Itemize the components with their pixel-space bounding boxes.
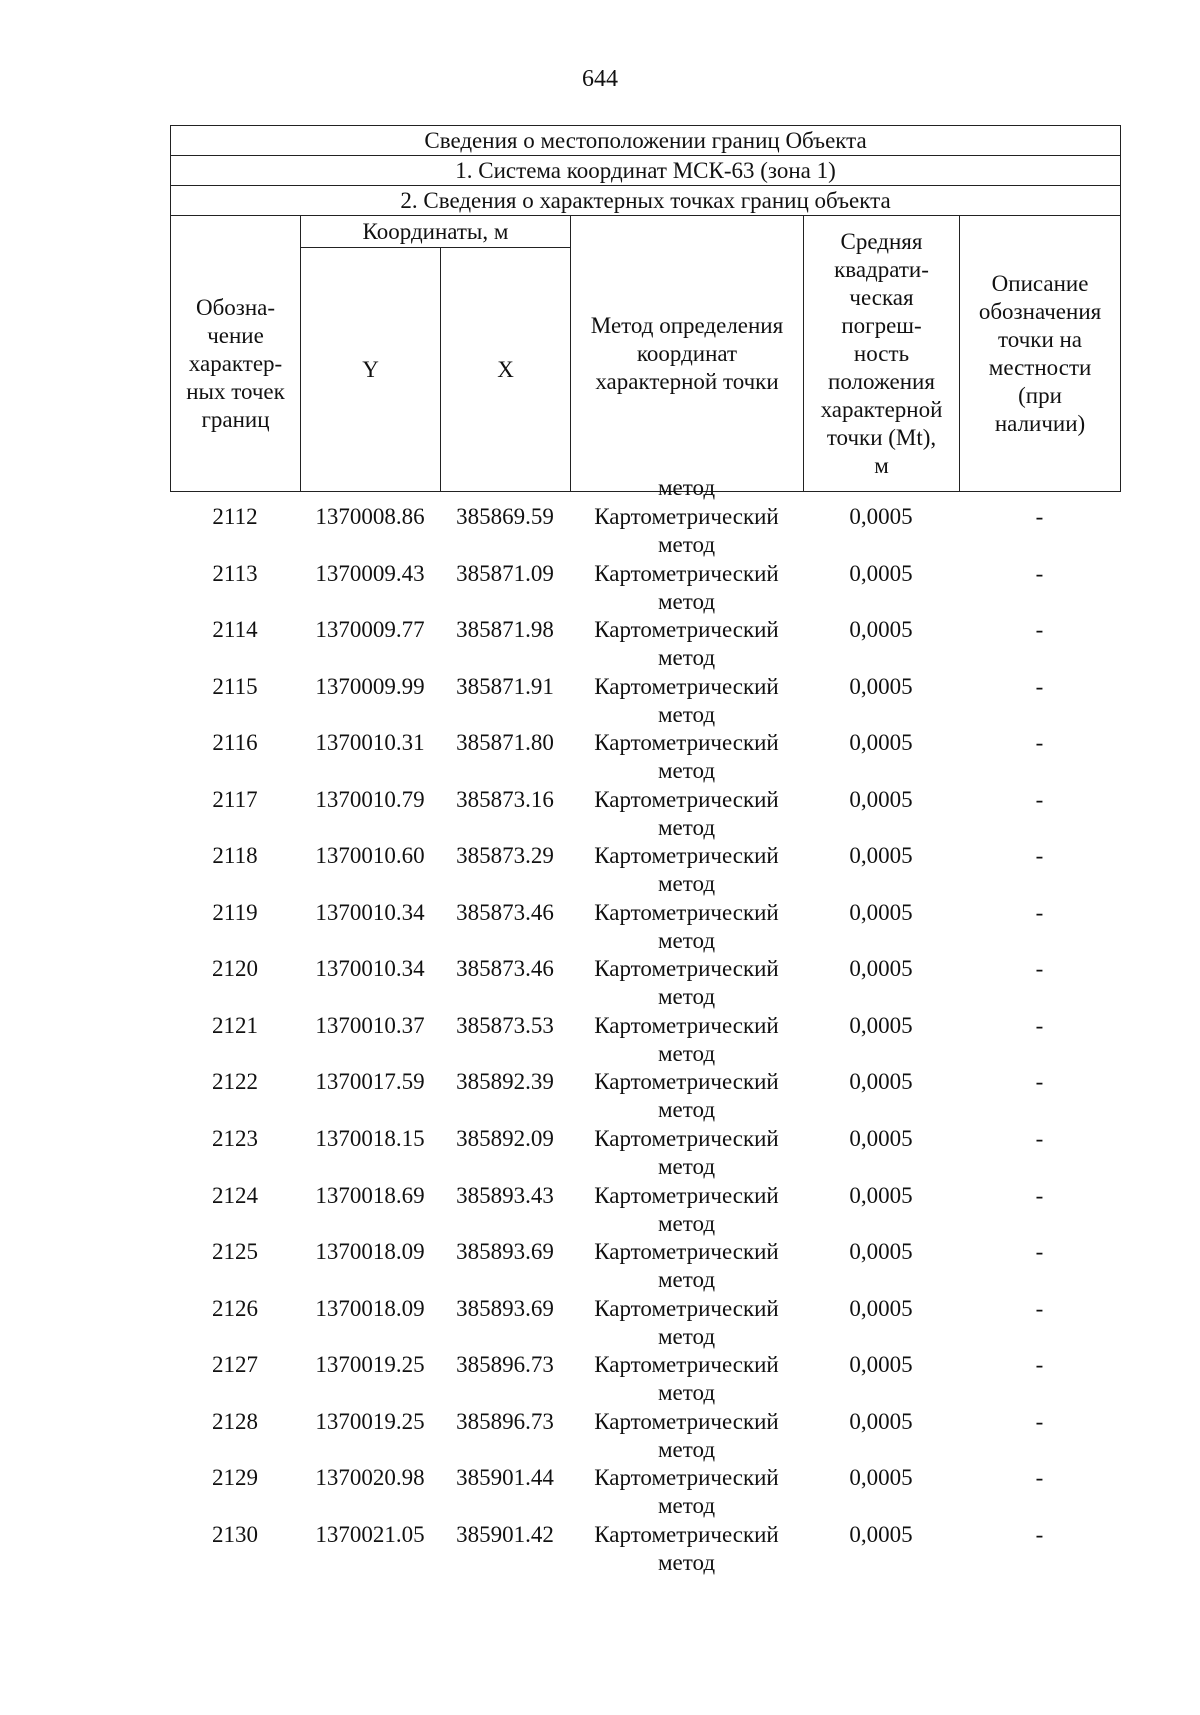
point-description: - — [1035, 1182, 1044, 1208]
coord-x: 385893.69 — [456, 1239, 554, 1265]
method-line: метод — [657, 927, 716, 953]
col-error-line: ческая — [849, 284, 914, 310]
col-description-line: обозначения — [978, 298, 1102, 324]
point-id: 2112 — [212, 504, 258, 529]
coord-x: 385901.44 — [456, 1465, 554, 1491]
coord-y: 1370018.09 — [315, 1239, 425, 1265]
method-line: метод — [657, 1210, 716, 1236]
method-line: метод — [657, 588, 716, 614]
method-line: метод — [657, 532, 716, 557]
point-description: - — [1035, 617, 1044, 643]
col-error-line: погреш- — [841, 312, 922, 338]
method-line: метод — [657, 701, 716, 727]
method — [570, 1125, 803, 1182]
point-id: 2126 — [212, 1295, 258, 1321]
coord-x: 385892.09 — [456, 1126, 554, 1152]
method — [570, 1182, 803, 1239]
mean-error: 0,0005 — [849, 617, 913, 643]
point-id: 2118 — [212, 843, 258, 869]
table-row — [170, 1182, 1120, 1239]
coord-y: 1370019.25 — [315, 1352, 425, 1378]
method — [570, 1238, 803, 1295]
method — [570, 503, 803, 560]
method-line: Картометрический — [594, 1126, 779, 1152]
method — [570, 1464, 803, 1521]
point-description: - — [1035, 899, 1044, 925]
method-line: метод — [657, 1380, 716, 1406]
method — [570, 1408, 803, 1465]
method — [570, 955, 803, 1012]
method-line: метод — [657, 1154, 716, 1180]
coord-x: 385873.46 — [456, 899, 554, 925]
table-row — [170, 1012, 1120, 1069]
method-line: метод — [657, 1323, 716, 1349]
col-designation-line: ных точек — [186, 378, 285, 404]
table-row — [170, 673, 1120, 730]
point-id: 2114 — [212, 617, 258, 643]
mean-error: 0,0005 — [849, 1352, 913, 1378]
col-coordinates-header: Координаты, м — [301, 216, 571, 248]
table-row — [170, 1464, 1120, 1521]
point-id: 2128 — [212, 1408, 258, 1434]
point-description: - — [1035, 1069, 1044, 1095]
method-line: Картометрический — [594, 1352, 779, 1378]
point-id: 2129 — [212, 1465, 258, 1491]
col-error-line: точки (Mt), — [826, 424, 937, 450]
coord-x: 385871.09 — [456, 560, 554, 586]
point-description: - — [1035, 673, 1044, 699]
coord-y: 1370010.34 — [315, 899, 425, 925]
coord-x: 385873.53 — [456, 1012, 554, 1038]
mean-error: 0,0005 — [849, 1069, 913, 1095]
point-description: - — [1035, 1408, 1044, 1434]
method — [570, 1521, 803, 1578]
method-line: Картометрический — [594, 786, 779, 812]
coordinate-system: 1. Система координат МСК-63 (зона 1) — [171, 156, 1121, 186]
table-row — [170, 1408, 1120, 1465]
point-description: - — [1035, 1352, 1044, 1378]
table-row — [170, 1068, 1120, 1125]
method-line: Картометрический — [594, 843, 779, 869]
mean-error: 0,0005 — [849, 1408, 913, 1434]
coord-x: 385901.42 — [456, 1521, 554, 1547]
point-description: - — [1035, 560, 1044, 586]
method-line: метод — [657, 1493, 716, 1519]
col-method-line: характерной точки — [595, 368, 779, 394]
point-id: 2125 — [212, 1239, 258, 1265]
method-line: Картометрический — [594, 1465, 779, 1491]
table-row — [170, 1295, 1120, 1352]
col-description-line: наличии) — [994, 410, 1086, 436]
col-error-line: ность — [853, 340, 910, 366]
coord-y: 1370021.05 — [315, 1521, 425, 1547]
method-line: Картометрический — [594, 673, 779, 699]
col-description-line: точки на — [998, 326, 1083, 352]
col-designation-line: характер- — [188, 350, 283, 376]
section-title: 2. Сведения о характерных точках границ объекта — [171, 186, 1121, 216]
table-title: Сведения о местоположении границ Объекта — [171, 126, 1121, 156]
coord-x: 385869.59 — [456, 504, 554, 529]
method-line: Картометрический — [594, 730, 779, 756]
method — [570, 1351, 803, 1408]
method — [570, 673, 803, 730]
point-id: 2117 — [212, 786, 258, 812]
method-line: Картометрический — [594, 956, 779, 982]
method-line: метод — [657, 984, 716, 1010]
mean-error: 0,0005 — [849, 1295, 913, 1321]
col-error-line: Средняя — [840, 228, 923, 254]
point-id: 2130 — [212, 1521, 258, 1547]
coord-y: 1370010.31 — [315, 730, 425, 756]
coord-y: 1370018.15 — [315, 1126, 425, 1152]
method — [570, 1295, 803, 1352]
method — [570, 560, 803, 617]
point-description: - — [1035, 956, 1044, 982]
point-description: - — [1035, 1465, 1044, 1491]
coord-y: 1370010.79 — [315, 786, 425, 812]
coord-x: 385873.16 — [456, 786, 554, 812]
coord-y: 1370018.69 — [315, 1182, 425, 1208]
method-line: Картометрический — [594, 1408, 779, 1434]
table-row — [170, 503, 1120, 560]
mean-error: 0,0005 — [849, 560, 913, 586]
method-line: Картометрический — [594, 899, 779, 925]
coord-x: 385893.43 — [456, 1182, 554, 1208]
point-id: 2123 — [212, 1126, 258, 1152]
mean-error: 0,0005 — [849, 843, 913, 869]
method-line: метод — [657, 645, 716, 671]
method — [570, 786, 803, 843]
carry-over-method: метод — [657, 475, 716, 500]
boundary-points-list — [170, 503, 1120, 1577]
method-line: метод — [657, 814, 716, 840]
col-x-header: X — [441, 248, 571, 492]
method-line: Картометрический — [594, 560, 779, 586]
point-id: 2121 — [212, 1012, 258, 1038]
col-method-line: координат — [636, 340, 738, 366]
method — [570, 842, 803, 899]
coord-x: 385896.73 — [456, 1352, 554, 1378]
mean-error: 0,0005 — [849, 899, 913, 925]
col-error-header — [804, 216, 960, 492]
method-line: Картометрический — [594, 1012, 779, 1038]
coord-x: 385873.29 — [456, 843, 554, 869]
coord-y: 1370009.43 — [315, 560, 425, 586]
point-description: - — [1035, 1239, 1044, 1265]
point-description: - — [1035, 786, 1044, 812]
point-description: - — [1035, 1012, 1044, 1038]
point-id: 2113 — [212, 560, 258, 586]
method-line: Картометрический — [594, 504, 779, 529]
col-description-line: (при — [1018, 382, 1062, 408]
method-line: Картометрический — [594, 1521, 779, 1547]
method-line: метод — [657, 1549, 716, 1575]
method — [570, 1012, 803, 1069]
col-y-header: Y — [301, 248, 441, 492]
page-number: 644 — [582, 66, 618, 92]
point-id: 2124 — [212, 1182, 258, 1208]
col-error-line: характерной — [820, 396, 943, 422]
table-row — [170, 1238, 1120, 1295]
coord-x: 385871.98 — [456, 617, 554, 643]
col-method-line: Метод определения — [590, 312, 784, 338]
point-id: 2119 — [212, 899, 258, 925]
mean-error: 0,0005 — [849, 1521, 913, 1547]
col-description-line: местности — [988, 354, 1092, 380]
method — [570, 899, 803, 956]
point-id: 2127 — [212, 1352, 258, 1378]
col-description-header — [960, 216, 1121, 492]
table-row — [170, 1521, 1120, 1578]
boundary-header-table — [170, 125, 1121, 492]
method-line: Картометрический — [594, 1182, 779, 1208]
col-error-line: м — [874, 452, 889, 478]
point-description: - — [1035, 843, 1044, 869]
col-error-line: положения — [828, 368, 935, 394]
method-line: метод — [657, 871, 716, 897]
col-designation-line: Обозна- — [195, 294, 276, 320]
table-row — [170, 729, 1120, 786]
point-description: - — [1035, 1295, 1044, 1321]
mean-error: 0,0005 — [849, 673, 913, 699]
table-row — [170, 899, 1120, 956]
coord-y: 1370017.59 — [315, 1069, 425, 1095]
table-row — [170, 786, 1120, 843]
coord-y: 1370008.86 — [315, 504, 425, 529]
point-id: 2116 — [212, 730, 258, 756]
method — [570, 729, 803, 786]
coord-x: 385896.73 — [456, 1408, 554, 1434]
point-id: 2115 — [212, 673, 258, 699]
method — [570, 616, 803, 673]
coord-y: 1370010.34 — [315, 956, 425, 982]
point-description: - — [1035, 1521, 1044, 1547]
mean-error: 0,0005 — [849, 730, 913, 756]
table-row — [170, 955, 1120, 1012]
point-description: - — [1035, 504, 1044, 529]
coord-y: 1370019.25 — [315, 1408, 425, 1434]
point-id: 2120 — [212, 956, 258, 982]
method-line: метод — [657, 758, 716, 784]
col-designation-line: границ — [201, 406, 270, 432]
coord-x: 385893.69 — [456, 1295, 554, 1321]
coord-y: 1370010.60 — [315, 843, 425, 869]
coord-y: 1370009.77 — [315, 617, 425, 643]
table-row — [170, 616, 1120, 673]
coord-y: 1370009.99 — [315, 673, 425, 699]
method — [570, 1068, 803, 1125]
coord-x: 385871.80 — [456, 730, 554, 756]
table-row — [170, 1351, 1120, 1408]
method-line: метод — [657, 1097, 716, 1123]
mean-error: 0,0005 — [849, 956, 913, 982]
col-error-line: квадрати- — [834, 256, 929, 282]
coord-x: 385892.39 — [456, 1069, 554, 1095]
mean-error: 0,0005 — [849, 504, 913, 529]
mean-error: 0,0005 — [849, 1126, 913, 1152]
mean-error: 0,0005 — [849, 1239, 913, 1265]
coord-y: 1370010.37 — [315, 1012, 425, 1038]
point-id: 2122 — [212, 1069, 258, 1095]
method-line: метод — [657, 1436, 716, 1462]
col-designation-header — [171, 216, 301, 492]
method-line: Картометрический — [594, 617, 779, 643]
point-description: - — [1035, 730, 1044, 756]
method-line: Картометрический — [594, 1239, 779, 1265]
mean-error: 0,0005 — [849, 1012, 913, 1038]
col-description-line: Описание — [991, 270, 1089, 296]
mean-error: 0,0005 — [849, 1465, 913, 1491]
method-line: Картометрический — [594, 1069, 779, 1095]
col-method-header — [571, 216, 804, 492]
mean-error: 0,0005 — [849, 1182, 913, 1208]
table-row — [170, 560, 1120, 617]
table-row — [170, 842, 1120, 899]
mean-error: 0,0005 — [849, 786, 913, 812]
coord-x: 385873.46 — [456, 956, 554, 982]
method-line: метод — [657, 1040, 716, 1066]
coord-x: 385871.91 — [456, 673, 554, 699]
coord-y: 1370020.98 — [315, 1465, 425, 1491]
method-line: Картометрический — [594, 1295, 779, 1321]
point-description: - — [1035, 1126, 1044, 1152]
method-line: метод — [657, 1267, 716, 1293]
table-row — [170, 1125, 1120, 1182]
coord-y: 1370018.09 — [315, 1295, 425, 1321]
col-designation-line: чение — [207, 322, 264, 348]
